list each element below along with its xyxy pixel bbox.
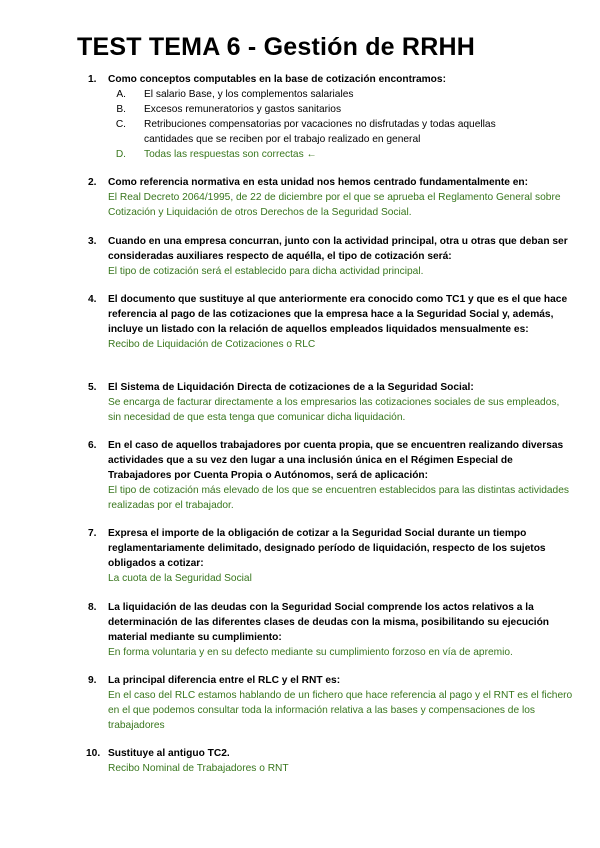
page-title: TEST TEMA 6 - Gestión de RRHH — [77, 33, 475, 61]
question-9 — [0, 673, 600, 733]
question-6 — [0, 438, 600, 513]
option-letter: A. — [116, 89, 126, 100]
question-number: 4. — [88, 294, 97, 305]
answer-text: La cuota de la Seguridad Social — [108, 573, 252, 584]
option-letter: B. — [116, 104, 126, 115]
question-number: 10. — [86, 748, 101, 759]
question-number: 7. — [88, 528, 97, 539]
question-text: Como referencia normativa en esta unidad nos hemos centrado fundamentalmente en: — [108, 177, 529, 188]
option-text: El salario Base, y los complementos salariales — [144, 89, 354, 100]
answer-text: El tipo de cotización será el establecido para dicha actividad principal. — [108, 266, 424, 277]
answer-text: Se encarga de facturar directamente a los empresarios las cotizaciones sociales de sus empleados, sin necesidad de que esta tenga que comunicar dicha liquidación. — [108, 397, 560, 423]
question-text: Expresa el importe de la obligación de cotizar a la Seguridad Social durante un tiempo reglamentariamente delimitado, designado período de liquidación, respecto de los sujetos obligados a cotizar: — [108, 528, 546, 569]
question-text: Cuando en una empresa concurran, junto con la actividad principal, otra u otras que deban ser consideradas auxiliares respecto de aquélla, el tipo de cotización será: — [108, 236, 568, 262]
question-1 — [0, 72, 600, 162]
option-text: Todas las respuestas son correctas ← — [144, 149, 317, 160]
question-text: La principal diferencia entre el RLC y el RNT es: — [108, 675, 341, 686]
answer-text: El tipo de cotización más elevado de los que se encuentren establecidos para las distintas actividades realizadas por el trabajador. — [108, 485, 569, 511]
question-2 — [0, 175, 600, 220]
question-text: Sustituye al antiguo TC2. — [108, 748, 230, 759]
question-number: 3. — [88, 236, 97, 247]
option-b — [108, 102, 574, 117]
option-text: Excesos remuneratorios y gastos sanitarios — [144, 104, 342, 115]
answer-text: Recibo de Liquidación de Cotizaciones o RLC — [108, 339, 316, 350]
option-a — [108, 87, 574, 102]
answer-text: Recibo Nominal de Trabajadores o RNT — [108, 763, 289, 774]
question-10 — [0, 746, 600, 776]
question-5 — [0, 380, 600, 425]
option-letter: D. — [115, 149, 126, 160]
question-text: El Sistema de Liquidación Directa de cotizaciones de a la Seguridad Social: — [108, 382, 474, 393]
question-text: Como conceptos computables en la base de cotización encontramos: — [108, 74, 446, 85]
answer-text: En forma voluntaria y en su defecto mediante su cumplimiento forzoso en vía de apremio. — [108, 647, 513, 658]
option-text: Retribuciones compensatorias por vacaciones no disfrutadas y todas aquellas cantidades que se reciben por el trabajo realizado en general — [144, 119, 496, 145]
options-list — [108, 87, 574, 162]
option-d-correct — [108, 147, 574, 162]
question-text: El documento que sustituye al que anteriormente era conocido como TC1 y que es el que hace referencia al pago de las cotizaciones que la empresa hace a la Seguridad Social y, además, incluye un listado con la relación de aquellos empleados liquidados mensualmente es: — [108, 294, 568, 335]
question-8 — [0, 600, 600, 660]
option-letter: C. — [115, 119, 126, 130]
answer-text: En el caso del RLC estamos hablando de un fichero que hace referencia al pago y el RNT es el fichero en el que podemos consultar toda la información relativa a las bases y compensaciones de los trabajadores — [108, 690, 573, 731]
option-c — [108, 117, 574, 147]
question-number: 6. — [88, 440, 97, 451]
question-number: 8. — [88, 602, 97, 613]
question-number: 2. — [88, 177, 97, 188]
question-text: En el caso de aquellos trabajadores por cuenta propia, que se encuentren realizando diversas actividades que a su vez den lugar a una inclusión única en el Régimen Especial de Trabajadores por Cuenta Propia o Autónomos, será de aplicación: — [108, 440, 564, 481]
question-3 — [0, 234, 600, 279]
question-number: 5. — [88, 382, 97, 393]
question-number: 9. — [88, 675, 97, 686]
question-number: 1. — [88, 74, 97, 85]
question-7 — [0, 526, 600, 586]
question-text: La liquidación de las deudas con la Seguridad Social comprende los actos relativos a la determinación de las diferentes clases de deudas con la misma, posibilitando su ejecución material mediante su cumplimiento: — [108, 602, 550, 643]
answer-text: El Real Decreto 2064/1995, de 22 de diciembre por el que se aprueba el Reglamento General sobre Cotización y Liquidación de otros Derechos de la Seguridad Social. — [108, 192, 561, 218]
question-4 — [0, 292, 600, 352]
